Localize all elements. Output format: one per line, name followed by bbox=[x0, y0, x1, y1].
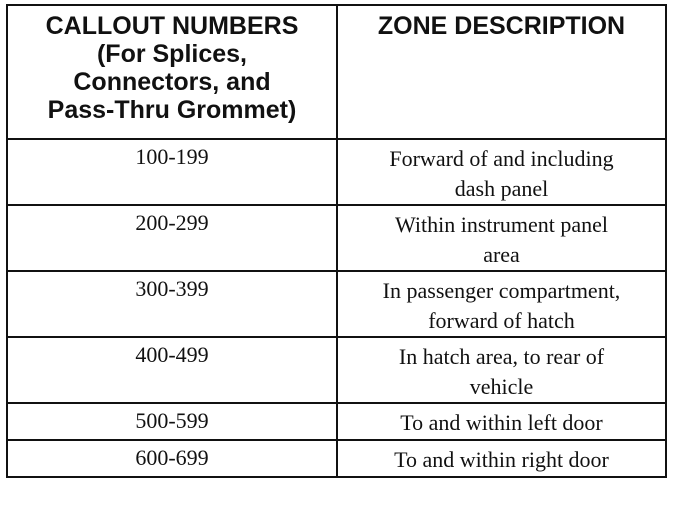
callout-range-cell: 600-699 bbox=[7, 440, 337, 477]
zone-description-cell bbox=[337, 205, 666, 271]
zone-description-line: In passenger compartment, bbox=[382, 278, 621, 303]
header-callout-line: CALLOUT NUMBERS bbox=[45, 12, 299, 40]
header-callout-numbers bbox=[7, 5, 337, 139]
header-zone-label: ZONE DESCRIPTION bbox=[377, 12, 626, 40]
header-callout-line: Pass-Thru Grommet) bbox=[47, 96, 297, 124]
table-row bbox=[7, 139, 666, 205]
zone-description-cell bbox=[337, 139, 666, 205]
zone-description-line: dash panel bbox=[454, 176, 549, 201]
zone-description-line: To and within right door bbox=[394, 447, 609, 472]
zone-description-line: Forward of and including bbox=[389, 146, 614, 171]
table-row bbox=[7, 337, 666, 403]
table-row bbox=[7, 271, 666, 337]
zone-description-line: area bbox=[483, 242, 520, 267]
zone-description-line: In hatch area, to rear of bbox=[398, 344, 605, 369]
header-callout-line: Connectors, and bbox=[73, 68, 271, 96]
header-zone-description bbox=[337, 5, 666, 139]
zone-table-container bbox=[6, 4, 665, 504]
zone-description-cell bbox=[337, 440, 666, 477]
callout-zone-table bbox=[6, 4, 667, 478]
callout-range-cell: 100-199 bbox=[7, 139, 337, 205]
zone-description-line: forward of hatch bbox=[428, 308, 575, 333]
table-row bbox=[7, 205, 666, 271]
table-header-row bbox=[7, 5, 666, 139]
callout-range-cell: 200-299 bbox=[7, 205, 337, 271]
table-row bbox=[7, 403, 666, 440]
zone-description-line: To and within left door bbox=[400, 410, 603, 435]
callout-range-cell: 300-399 bbox=[7, 271, 337, 337]
callout-range-cell: 500-599 bbox=[7, 403, 337, 440]
callout-range-cell: 400-499 bbox=[7, 337, 337, 403]
table-row bbox=[7, 440, 666, 477]
zone-description-cell bbox=[337, 271, 666, 337]
header-callout-line: (For Splices, bbox=[96, 40, 248, 68]
zone-description-cell bbox=[337, 337, 666, 403]
zone-description-line: vehicle bbox=[469, 374, 534, 399]
zone-description-cell bbox=[337, 403, 666, 440]
zone-description-line: Within instrument panel bbox=[395, 212, 608, 237]
